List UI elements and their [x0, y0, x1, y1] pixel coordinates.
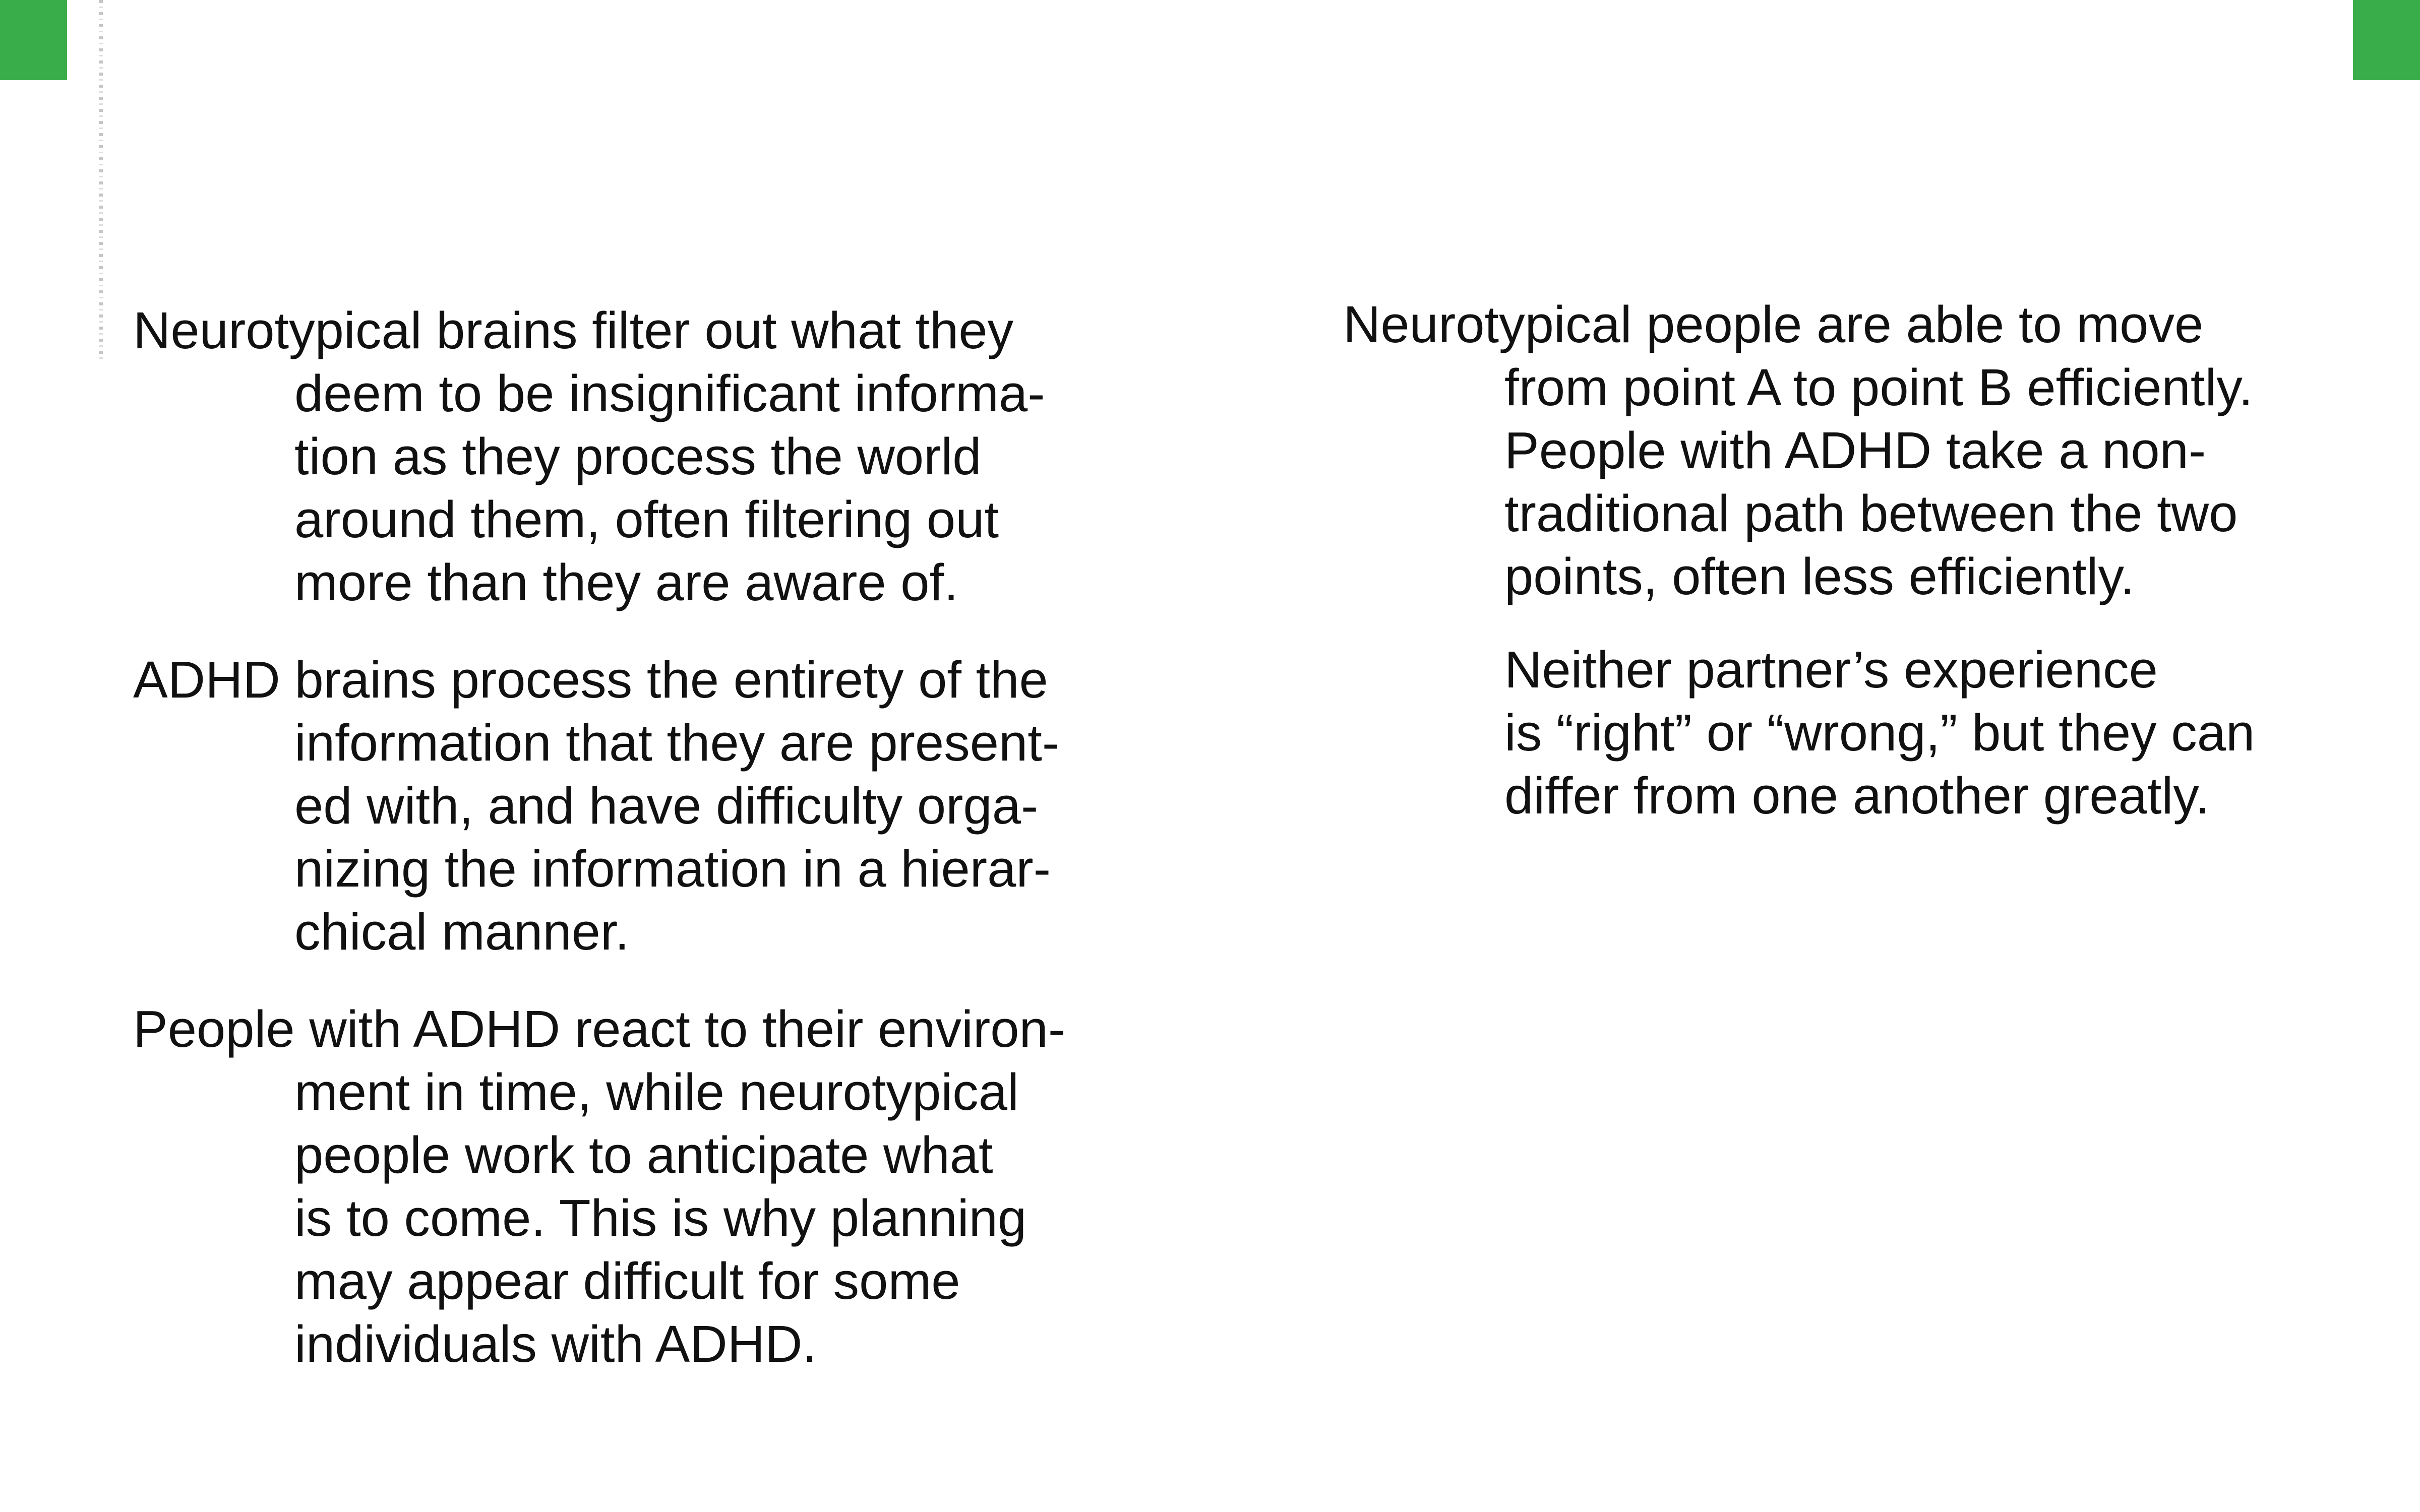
right-color-tab	[2353, 0, 2420, 80]
text-line: Neither partner’s experience	[1504, 641, 2158, 699]
text-line: information that they are present-	[294, 714, 1060, 772]
text-line: is “right” or “wrong,” but they can	[1504, 704, 2255, 762]
text-line: traditional path between the two	[1504, 484, 2238, 542]
text-line: People with ADHD take a non-	[1504, 421, 2206, 479]
text-line: nizing the information in a hierar-	[294, 840, 1051, 898]
text-line: differ from one another greatly.	[1504, 767, 2210, 825]
page-binding-edge	[99, 0, 103, 363]
paragraph-timing	[133, 997, 1091, 1375]
text-line: Neurotypical people are able to move	[1343, 295, 2204, 353]
left-color-tab	[0, 0, 67, 80]
text-line: People with ADHD react to their environ-	[133, 1000, 1066, 1058]
text-line: points, often less efficiently.	[1504, 547, 2135, 605]
paragraph-filtering	[133, 299, 1091, 614]
text-line: from point A to point B efficiently.	[1504, 358, 2253, 416]
left-column	[133, 299, 1091, 1410]
text-line: ed with, and have difficulty orga-	[294, 777, 1039, 835]
text-line: is to come. This is why planning	[294, 1189, 1027, 1247]
text-line: people work to anticipate what	[294, 1126, 993, 1184]
text-line: may appear difficult for some	[294, 1252, 960, 1310]
paragraph-pathway	[1343, 293, 2301, 608]
right-column	[1343, 293, 2301, 827]
text-line: ment in time, while neurotypical	[294, 1063, 1019, 1121]
paragraph-closing	[1343, 638, 2301, 827]
text-line: individuals with ADHD.	[294, 1315, 817, 1373]
text-line: Neurotypical brains filter out what they	[133, 301, 1014, 359]
text-line: around them, often filtering out	[294, 490, 999, 548]
text-line: ADHD brains process the entirety of the	[133, 651, 1048, 709]
text-line: more than they are aware of.	[294, 553, 958, 611]
text-line: tion as they process the world	[294, 427, 982, 485]
paragraph-processing	[133, 648, 1091, 963]
text-line: chical manner.	[294, 903, 630, 961]
text-line: deem to be insignificant informa-	[294, 364, 1045, 422]
